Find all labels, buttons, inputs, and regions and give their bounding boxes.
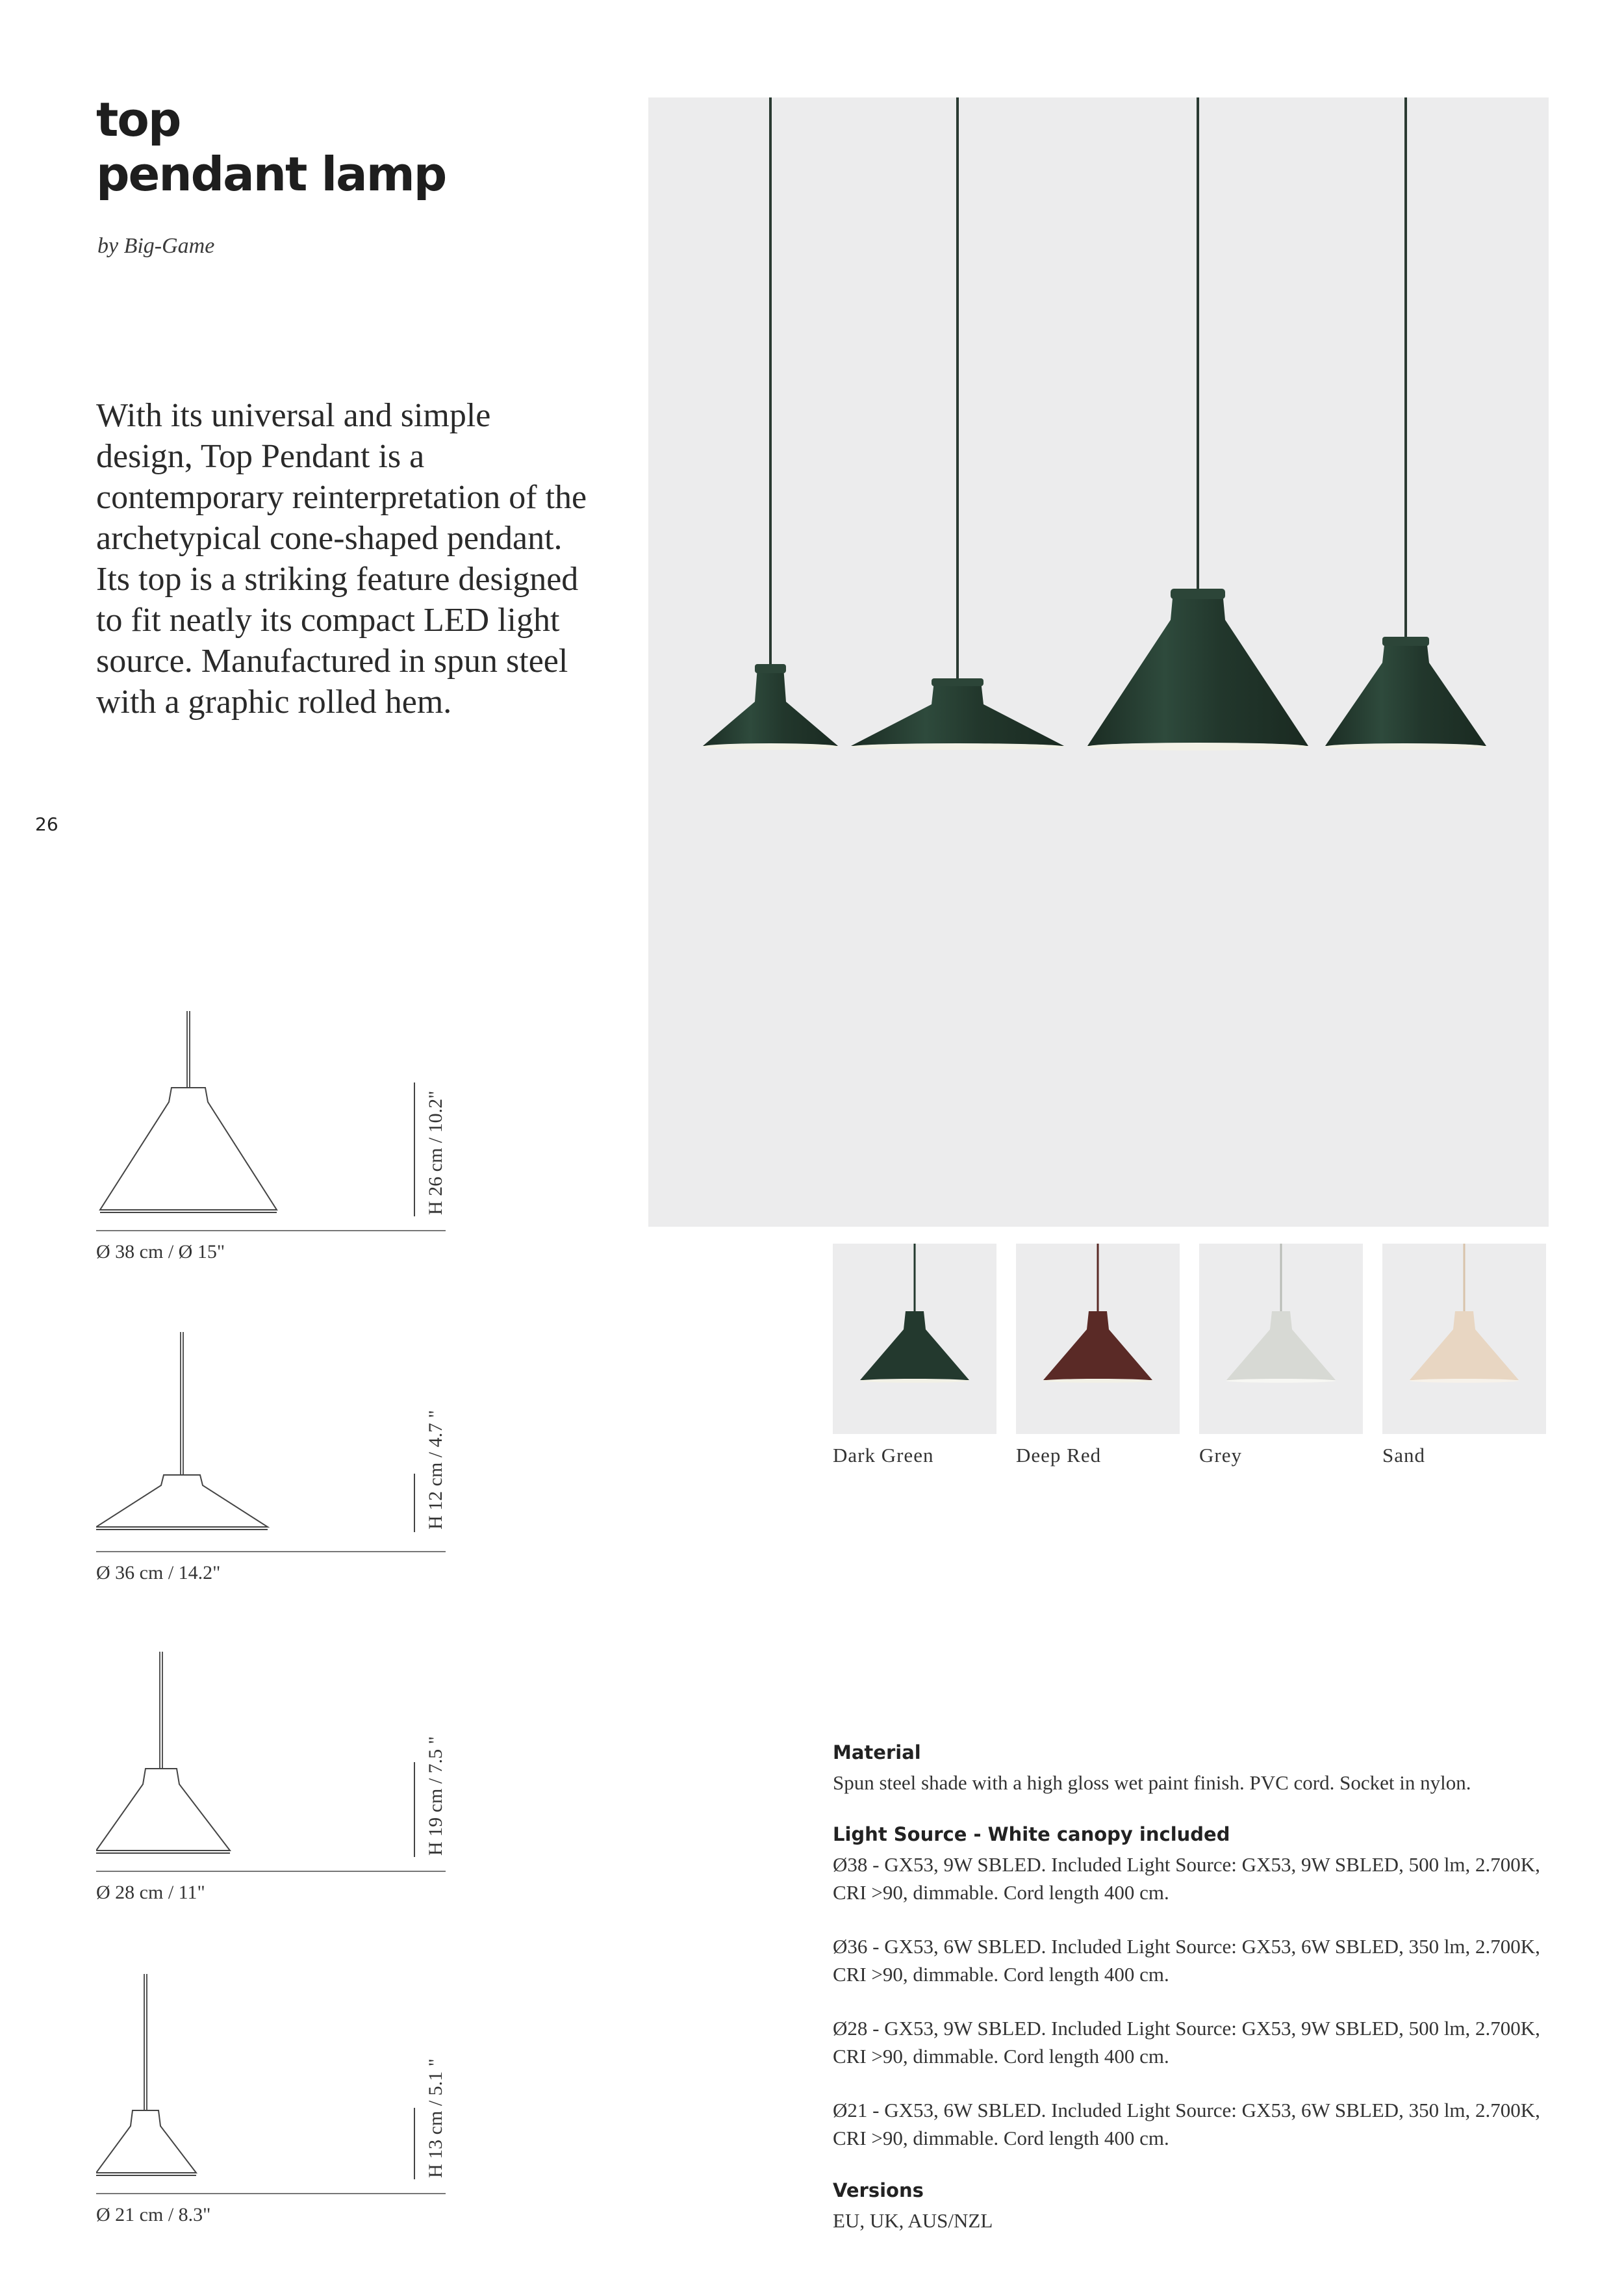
diameter-label-36: Ø 36 cm / 14.2" [96,1562,221,1583]
page-number: 26 [35,813,58,835]
height-label-28: H 19 cm / 7.5 " [425,1736,446,1856]
lamp-outline-21 [96,1974,460,2195]
swatch-deep-red[interactable] [1016,1244,1180,1434]
swatch-label-dark-green: Dark Green [833,1444,934,1467]
swatch-label-deep-red: Deep Red [1016,1444,1102,1467]
versions-text: EU, UK, AUS/NZL [833,2209,993,2232]
light-source-21: Ø21 - GX53, 6W SBLED. Included Light Source: GX53, 6W SBLED, 350 lm, 2.700K, CRI >90, dimmable. Cord length 400 cm. [833,2099,1540,2149]
height-label-21: H 13 cm / 5.1 " [425,2058,446,2178]
swatch-label-sand: Sand [1382,1444,1425,1467]
dimension-drawing-21 [96,1974,460,2225]
hero-lamps-illustration [648,97,1549,1227]
swatch-grey[interactable] [1199,1244,1363,1434]
dimension-drawing-28 [96,1652,460,1903]
hero-lamp-2 [851,97,1064,750]
lamp-outline-28 [96,1652,460,1873]
hero-image [648,97,1549,1227]
swatch-sand[interactable] [1382,1244,1546,1434]
material-text: Spun steel shade with a high gloss wet paint finish. PVC cord. Socket in nylon. [833,1771,1471,1794]
lamp-outline-36 [96,1332,460,1553]
versions-heading: Versions [833,2179,924,2201]
hero-lamp-1 [703,97,838,750]
swatch-dark-green[interactable] [833,1244,996,1434]
diameter-label-38: Ø 38 cm / Ø 15" [96,1241,225,1262]
material-heading: Material [833,1741,921,1763]
title-line-2: pendant lamp [96,147,446,201]
lamp-outline-38 [96,1011,460,1232]
intro-paragraph: With its universal and simple design, Top Pendant is a contemporary reinterpretation of the archetypical cone-shaped pendant. Its top is a striking feature designed to fit neatly its compact LED light source. Manufactured in spun steel with a graphic rolled hem. [96,397,587,721]
dimension-drawing-36 [96,1332,460,1583]
light-source-36: Ø36 - GX53, 6W SBLED. Included Light Source: GX53, 6W SBLED, 350 lm, 2.700K, CRI >90, dimmable. Cord length 400 cm. [833,1935,1540,1986]
light-source-heading: Light Source - White canopy included [833,1823,1230,1845]
height-label-38: H 26 cm / 10.2" [425,1090,446,1215]
page-title [96,92,446,201]
light-source-28: Ø28 - GX53, 9W SBLED. Included Light Source: GX53, 9W SBLED, 500 lm, 2.700K, CRI >90, dimmable. Cord length 400 cm. [833,2017,1540,2068]
hero-lamp-4 [1325,97,1486,750]
designer-credit: by Big-Game [97,234,215,258]
hero-lamp-3 [1087,97,1308,750]
dimension-drawing-38 [96,1011,460,1262]
swatch-label-grey: Grey [1199,1444,1242,1467]
diameter-label-28: Ø 28 cm / 11" [96,1882,205,1903]
height-label-36: H 12 cm / 4.7 " [425,1410,446,1530]
light-source-38: Ø38 - GX53, 9W SBLED. Included Light Source: GX53, 9W SBLED, 500 lm, 2.700K, CRI >90, dimmable. Cord length 400 cm. [833,1853,1540,1904]
diameter-label-21: Ø 21 cm / 8.3" [96,2204,211,2225]
title-line-1: top [96,92,181,147]
